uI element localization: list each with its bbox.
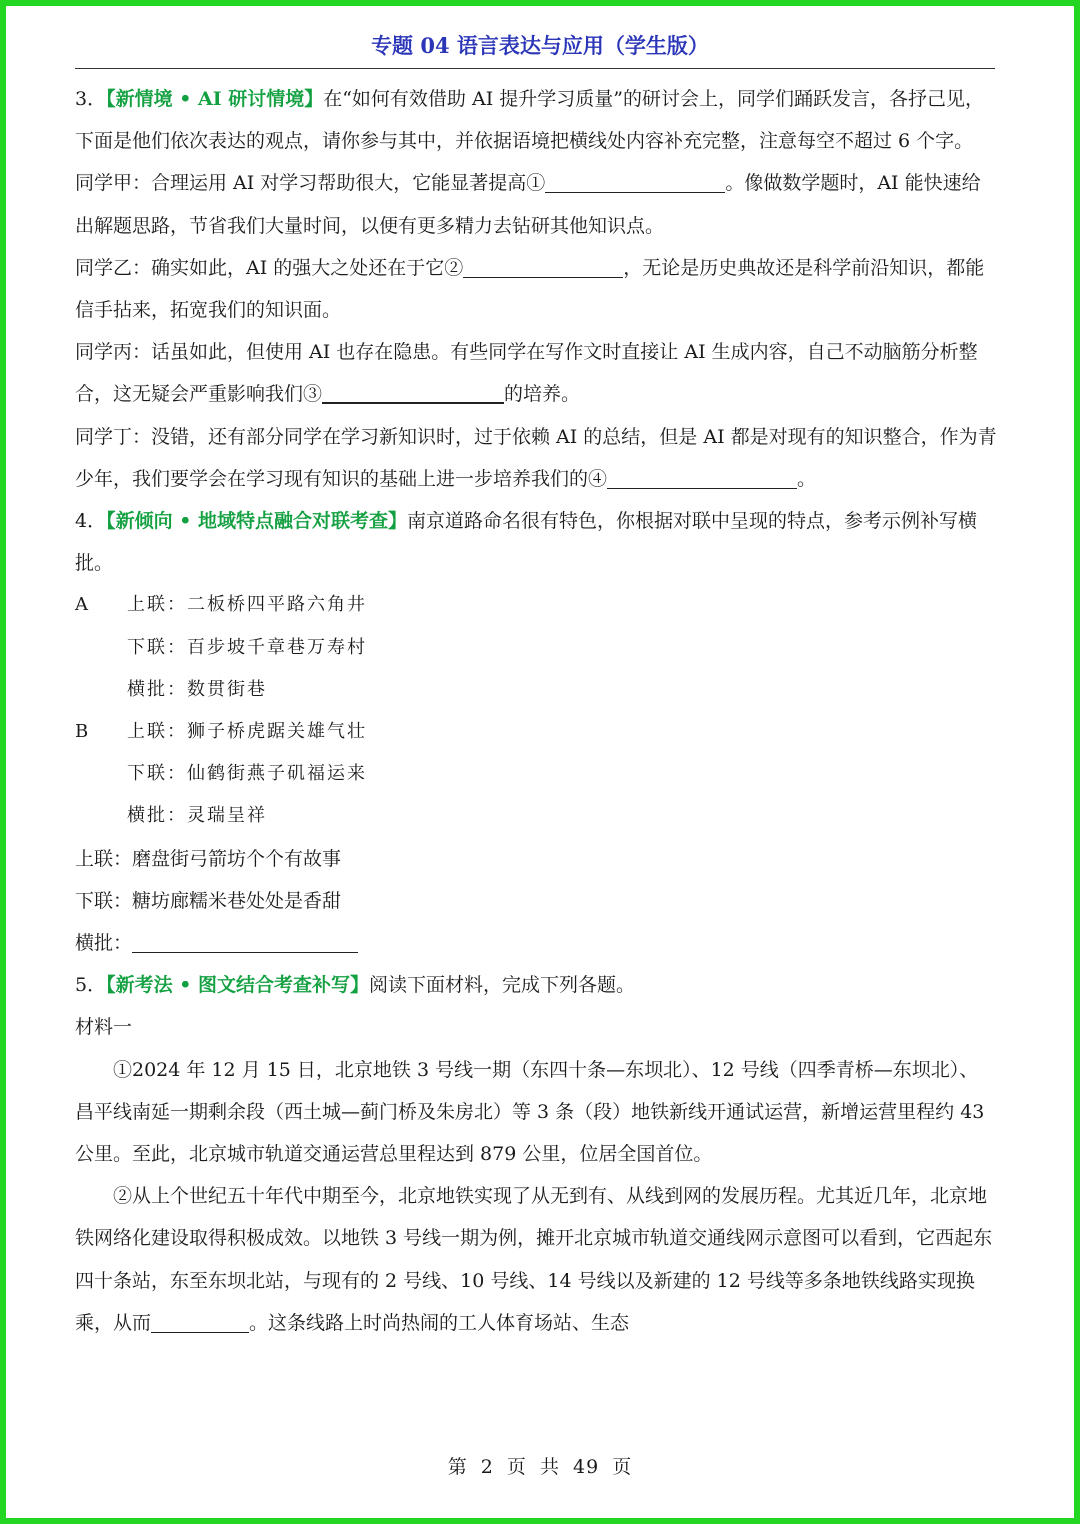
couplet-lower: 下联：百步坡千章巷万寿村 bbox=[127, 636, 367, 658]
couplet-example-a bbox=[75, 584, 997, 711]
paragraph-text: ②从上个世纪五十年代中期至今，北京地铁实现了从无到有、从线到网的发展历程。尤其近几年，北京地铁网络化建设取得积极成效。以地铁 3 号线一期为例，摊开北京城市轨道交通线网示意图可以看到，它西起东四十条站，东至东坝北站，与现有的 2 号线、10 号线、14 号线以及新建的 12 号线等多条地铁线路实现换乘，从而 bbox=[75, 1185, 993, 1334]
couplet-horizontal: 横批：数贯街巷 bbox=[127, 678, 267, 700]
couplet-question-horizontal bbox=[75, 922, 997, 964]
header-divider bbox=[75, 68, 995, 69]
answer-line-b bbox=[75, 247, 997, 331]
couplet-upper: 上联：二板桥四平路六角井 bbox=[127, 594, 367, 616]
question-number: 3． bbox=[75, 88, 107, 110]
paragraph-text: 。这条线路上时尚热闹的工人体育场站、生态 bbox=[249, 1311, 630, 1334]
answer-line-a bbox=[75, 162, 997, 246]
couplet-lower: 下联：仙鹤街燕子矶福运来 bbox=[127, 763, 367, 785]
question-number: 4． bbox=[75, 510, 107, 533]
material-title: 材料一 bbox=[75, 1016, 133, 1039]
fill-blank-material[interactable] bbox=[151, 1308, 249, 1333]
example-letter: A bbox=[75, 594, 88, 616]
fill-blank-horizontal[interactable] bbox=[132, 928, 358, 953]
fill-blank-1[interactable] bbox=[545, 168, 725, 193]
footer-word: 第 bbox=[447, 1456, 468, 1478]
couplet-question-upper: 上联：磨盘街弓箭坊个个有故事 bbox=[75, 847, 342, 870]
current-page: 2 bbox=[480, 1456, 494, 1478]
answer-text: 。 bbox=[797, 467, 817, 490]
answer-text: 。像做数学题时，AI 能快速给出解题思路，节省我们大量时间，以便有更多精力去钻研其他知识点。 bbox=[75, 172, 981, 237]
question-text: 在“如何有效借助 AI 提升学习质量”的研讨会上，同学们踊跃发言，各抒己见，下面是他们依次表达的观点，请你参与其中，并依据语境把横线处内容补充完整，注意每空不超过 6 个字。 bbox=[75, 88, 984, 153]
fill-blank-3[interactable] bbox=[322, 378, 504, 404]
answer-text: ，无论是历史典故还是科学前沿知识，都能信手拈来，拓宽我们的知识面。 bbox=[75, 256, 985, 322]
horizontal-label: 横批： bbox=[75, 932, 133, 955]
answer-text: 同学丁：没错，还有部分同学在学习新知识时，过于依赖 AI 的总结，但是 AI 都是对现有的知识整合，作为青少年，我们要学会在学习现有知识的基础上进一步培养我们的④ bbox=[75, 425, 997, 490]
footer-word: 共 bbox=[539, 1456, 560, 1478]
fill-blank-4[interactable] bbox=[607, 464, 797, 489]
couplet-horizontal: 横批：灵瑞呈祥 bbox=[127, 805, 267, 827]
footer-word: 页 bbox=[612, 1456, 633, 1478]
question-5-intro bbox=[75, 964, 997, 1006]
question-number: 5． bbox=[75, 974, 107, 997]
answer-line-c bbox=[75, 331, 997, 415]
document-body bbox=[75, 78, 997, 1344]
question-3-intro bbox=[75, 78, 997, 162]
question-text: 阅读下面材料，完成下列各题。 bbox=[368, 974, 635, 997]
couplet-question-lower: 下联：糖坊廊糯米巷处处是香甜 bbox=[75, 889, 342, 912]
material-paragraph-1: ①2024 年 12 月 15 日，北京地铁 3 号线一期（东四十条—东坝北）、12 号线（四季青桥—东坝北）、昌平线南延一期剩余段（西土城—蓟门桥及朱房北）等 3 条（段）地铁新线开通试运营，新增运营里程约 43 公里。至此，北京城市轨道交通运营总里程达到 879 公里，位居全国首位。 bbox=[75, 1058, 985, 1166]
question-tag: 【新考法 • 图文结合考查补写】 bbox=[106, 974, 369, 997]
answer-text: 的培养。 bbox=[504, 383, 581, 406]
material-paragraph-2 bbox=[75, 1175, 997, 1344]
page-title: 专题 04 语言表达与应用（学生版） bbox=[371, 33, 709, 58]
answer-text: 同学甲：合理运用 AI 对学习帮助很大，它能显著提高① bbox=[75, 172, 546, 195]
couplet-example-b bbox=[75, 711, 997, 838]
question-tag: 【新倾向 • 地域特点融合对联考查】 bbox=[106, 510, 407, 533]
answer-text: 同学乙：确实如此，AI 的强大之处还在于它② bbox=[75, 256, 464, 279]
couplet-upper: 上联：狮子桥虎踞关雄气壮 bbox=[127, 721, 367, 743]
answer-line-d bbox=[75, 416, 997, 500]
question-text: 南京道路命名很有特色，你根据对联中呈现的特点，参考示例补写横批。 bbox=[75, 510, 977, 575]
answer-text: 同学丙：话虽如此，但使用 AI 也存在隐患。有些同学在写作文时直接让 AI 生成内容，自己不动脑筋分析整合，这无疑会严重影响我们③ bbox=[75, 341, 978, 406]
question-tag: 【新情境 • AI 研讨情境】 bbox=[106, 88, 324, 110]
total-pages: 49 bbox=[573, 1456, 600, 1478]
example-letter: B bbox=[75, 721, 89, 743]
fill-blank-2[interactable] bbox=[463, 253, 623, 278]
question-4-intro bbox=[75, 500, 997, 584]
page-number-footer bbox=[0, 1452, 1080, 1479]
footer-word: 页 bbox=[506, 1456, 527, 1478]
